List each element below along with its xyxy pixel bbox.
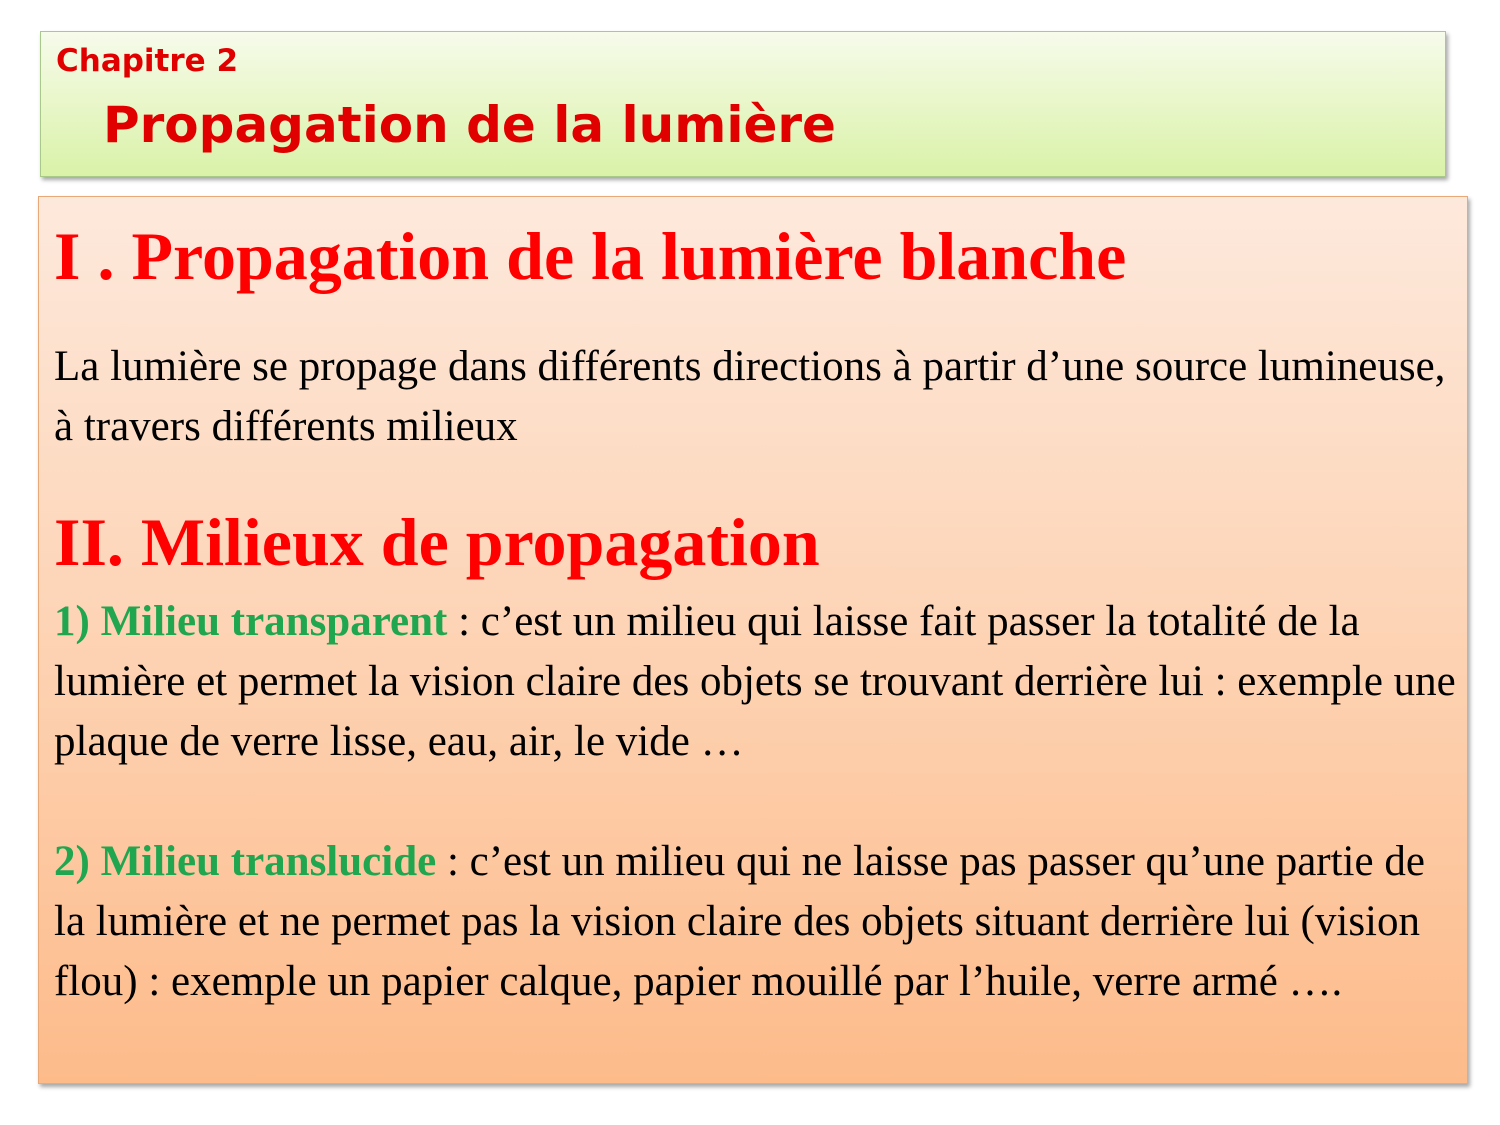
section-2-heading: II. Milieux de propagation [54,504,820,580]
chapter-title: Propagation de la lumière [103,96,836,154]
translucent-medium-text: : c’est un milieu qui ne laisse pas passer qu’une partie de la lumière et ne permet pas la vision claire des objets situant derrière lui (vision flou) : exemple un papier calque, papier mouillé par l’huile, verre armé …. [54,838,1425,1005]
section-1-text: La lumière se propage dans différents directions à partir d’une source lumineuse, à travers différents milieux [54,343,1446,450]
transparent-medium-definition [54,592,1459,772]
transparent-medium-text: : c’est un milieu qui laisse fait passer la totalité de la lumière et permet la vision claire des objets se trouvant derrière lui : exemple une plaque de verre lisse, eau, air, le vide … [54,598,1456,765]
chapter-header [40,31,1446,177]
section-1-heading: I . Propagation de la lumière blanche [54,218,1127,294]
transparent-medium-term: 1) Milieu transparent [54,598,448,645]
chapter-label: Chapitre 2 [56,43,239,79]
content-panel [38,196,1468,1084]
translucent-medium-definition [54,832,1459,1012]
translucent-medium-term: 2) Milieu translucide [54,838,437,885]
